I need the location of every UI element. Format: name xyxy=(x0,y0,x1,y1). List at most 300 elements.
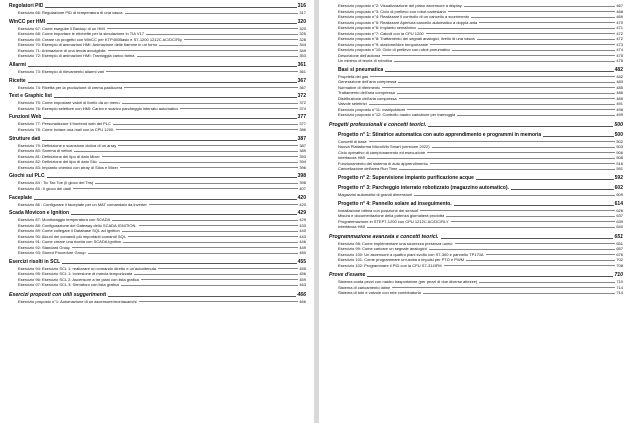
toc-leader-line xyxy=(479,22,615,23)
toc-leader-line xyxy=(455,243,616,244)
toc-leader-line xyxy=(102,156,298,157)
toc-entry-title: Esercizio 80: Somma di vettori xyxy=(18,148,73,154)
toc-leader-line xyxy=(464,6,615,7)
toc-entry-title: Scada Movicon e Ignition xyxy=(9,210,70,217)
toc-leader-line xyxy=(466,260,615,261)
toc-entry-title: Progetto n° 1: Stiratrice automatica con auto apprendimento e programmi in memoria xyxy=(338,131,542,138)
toc-entry-title: Esercizio 69: Creare un progetto con WinCC per KTP400Basic e S7-1200 1212C AC/DC/Rly xyxy=(18,36,182,42)
toc-page-number: 459 xyxy=(299,276,306,282)
toc-leader-line xyxy=(158,268,298,269)
toc-page-number: 474 xyxy=(616,47,623,52)
toc-leader-line xyxy=(122,103,299,104)
toc-entry-title: Progetto n° 4: Pannello solare ad inseguimento. xyxy=(338,200,452,207)
toc-leader-line xyxy=(367,276,613,277)
toc-section-entry[interactable] xyxy=(9,114,306,121)
toc-page-number: 398 xyxy=(297,173,306,180)
toc-exercise-entry[interactable] xyxy=(9,165,306,171)
toc-leader-line xyxy=(477,39,616,40)
toc-exercise-entry[interactable] xyxy=(9,69,306,75)
toc-part-entry[interactable] xyxy=(329,122,623,129)
toc-entry-title: Installazione ottima con posizione dei sensori xyxy=(338,207,419,213)
toc-page-number: 407 xyxy=(299,185,306,191)
toc-exercise-entry[interactable] xyxy=(329,58,623,64)
toc-entry-title: Esercizio 94: Esercizio SCL 1: realizzare un comando diretto e un'autoritenuta xyxy=(18,265,157,271)
toc-page-number: 592 xyxy=(614,175,623,182)
toc-page-number: 708 xyxy=(616,262,623,268)
toc-page-number: 463 xyxy=(299,282,306,288)
toc-leader-line xyxy=(430,163,615,164)
toc-page-number: 502 xyxy=(616,138,623,144)
toc-page-number: 449 xyxy=(299,244,306,250)
toc-page-number: 361 xyxy=(299,68,306,74)
toc-leader-line xyxy=(471,17,615,18)
toc-leader-line xyxy=(71,214,297,215)
toc-leader-line xyxy=(28,82,297,83)
toc-entry-title: Esercizio proposto n°7: Calcoli con la CPU 1200 xyxy=(338,30,424,36)
toc-leader-line xyxy=(116,129,298,130)
toc-exercise-entry[interactable] xyxy=(9,10,306,16)
toc-entry-title: Esercizio 100: Un ascensore a quattro piani svolto con S7-300 e pannello TP170A xyxy=(338,251,484,257)
toc-page-number: 498 xyxy=(616,106,623,112)
toc-section-entry[interactable] xyxy=(9,93,306,100)
toc-leader-line xyxy=(42,140,296,141)
toc-entry-title: Esercizio 85 : Il gioco dei dadi xyxy=(18,185,71,191)
toc-entry-title: Esercizio 67: Come eseguire il Backup di un HMI xyxy=(18,25,105,31)
toc-entry-title: Progetti professionali e concetti teorici. xyxy=(329,121,427,128)
toc-exercise-entry[interactable] xyxy=(329,192,623,198)
toc-page-number: 468 xyxy=(616,8,623,14)
toc-leader-line xyxy=(369,104,616,105)
toc-entry-title: Esercizio 98: Come implementare una sicurezza presenza uomo xyxy=(338,240,453,246)
toc-leader-line xyxy=(141,279,299,280)
toc-leader-line xyxy=(423,293,616,294)
toc-leader-line xyxy=(451,221,616,222)
toc-entry-title: Esercizio 87: Monitoraggio temperatura con SCADA xyxy=(18,217,111,223)
toc-entry-title: Proprietà dei gas xyxy=(338,73,369,79)
toc-page-number: 420 xyxy=(297,194,306,201)
toc-page-number: 651 xyxy=(616,240,623,246)
toc-leader-line xyxy=(398,82,615,83)
toc-entry-title: Esercizio proposto n°1: Automazione di un ascensore/montacarichi xyxy=(18,298,137,304)
toc-leader-line xyxy=(62,263,297,264)
toc-page-number: 466 xyxy=(297,291,306,298)
toc-page-number: 325 xyxy=(299,31,306,37)
toc-entry-title: WinCC per HMI xyxy=(9,18,46,25)
toc-page-number: 377 xyxy=(297,114,306,121)
toc-entry-title: Descrizione dell'automa xyxy=(338,52,381,58)
toc-page-number: 429 xyxy=(297,210,306,217)
toc-page-number: 499 xyxy=(616,112,623,118)
toc-page-number: 482 xyxy=(614,66,623,73)
toc-leader-line xyxy=(394,61,615,62)
toc-page-number: 500 xyxy=(614,121,623,128)
toc-part-entry[interactable] xyxy=(329,234,623,241)
toc-entry-title: Programmazione in STEP7-1200 con CPU 1212C AC/DC/RLY xyxy=(338,218,449,224)
toc-page-number: 714 xyxy=(616,290,623,296)
toc-leader-line xyxy=(99,162,299,163)
toc-entry-title: Progetto n° 3: Parcheggio interrato robotizzato (magazzino automatico). xyxy=(338,185,509,192)
toc-leader-line xyxy=(382,87,615,88)
toc-page-number: 316 xyxy=(297,3,306,9)
toc-page-number: 455 xyxy=(299,265,306,271)
toc-leader-line xyxy=(367,158,615,159)
toc-entry-title: Esercizio 86 : Configurare il faceplate per un MAT comandato da inverter xyxy=(18,201,147,207)
toc-leader-line xyxy=(397,93,615,94)
toc-leader-line xyxy=(429,249,615,250)
toc-entry-title: Esercizio proposto n°12: Controllo nastro caricatore per tramoggia xyxy=(338,112,456,118)
toc-page-number: 472 xyxy=(616,36,623,41)
toc-leader-line xyxy=(134,274,298,275)
toc-leader-line xyxy=(108,296,296,297)
toc-leader-line xyxy=(407,109,615,110)
toc-entry-title: Sistema di caricamento latine xyxy=(338,284,391,290)
toc-entry-title: Esercizio 74: Ricetta per la produzione di crema pasticcera xyxy=(18,84,123,90)
toc-leader-line xyxy=(72,247,298,248)
toc-page-number: 469 xyxy=(616,14,623,19)
toc-leader-line xyxy=(34,199,297,200)
toc-page-number: 446 xyxy=(299,239,306,245)
toc-leader-line xyxy=(54,97,297,98)
toc-leader-line xyxy=(367,227,615,228)
toc-leader-line xyxy=(414,195,615,196)
toc-leader-line xyxy=(120,167,298,168)
toc-leader-line xyxy=(369,141,616,142)
toc-entry-title: Programmazione avanzata e concetti teorici. xyxy=(329,233,439,240)
toc-entry-title: Esercizio 99: Come caricare un segnale analogico xyxy=(338,246,427,252)
toc-exercise-entry[interactable] xyxy=(9,106,306,112)
toc-page-number: 353 xyxy=(299,53,306,59)
toc-subsection-entry[interactable] xyxy=(329,132,623,139)
toc-entry-title: Cancellazione dell'area Run Time xyxy=(338,166,398,172)
toc-page-number: 482 xyxy=(616,73,623,79)
toc-page-number: 626 xyxy=(616,207,623,213)
toc-leader-line xyxy=(45,7,296,8)
toc-page-number: 440 xyxy=(299,228,306,234)
toc-entry-title: Esercizio proposto n°11: manipolatore xyxy=(338,106,406,112)
toc-left-page xyxy=(0,0,314,423)
toc-leader-line xyxy=(420,210,615,211)
toc-leader-line xyxy=(123,242,298,243)
toc-leader-line xyxy=(112,220,298,221)
toc-entry-title: Sistema di tubi e valvole con rete combinatoria xyxy=(338,290,421,296)
toc-entry-title: Progetto n° 2: Supervisione impianto purificazione acque xyxy=(338,175,474,182)
toc-page-number: 389 xyxy=(299,148,306,154)
toc-right-page xyxy=(319,0,632,423)
toc-entry-title: Esercizio 84 : Tic Tac Toe (il gioco del Tris) xyxy=(18,180,94,186)
toc-page-number: 344 xyxy=(299,42,306,48)
toc-entry-title: Esercizio 81: Definizione del tipo di dato Mixer xyxy=(18,153,100,159)
toc-entry-title: Esercizio proposto n°5: Realizzare Apertura cancello automatico a doppia anta xyxy=(338,19,478,25)
toc-leader-line xyxy=(43,118,296,119)
toc-page-number: 372 xyxy=(297,93,306,100)
toc-page-number: 657 xyxy=(616,246,623,252)
toc-leader-line xyxy=(399,98,616,99)
toc-page-number: 377 xyxy=(299,121,306,127)
toc-page-number: 361 xyxy=(297,61,306,68)
toc-leader-line xyxy=(428,126,613,127)
toc-entry-title: Text e Graphic list xyxy=(9,93,52,100)
toc-entry-title: Sistema conta pezzi con nastro trasportatore (per pezzi di due diverse altezze) xyxy=(338,279,478,285)
toc-entry-title: Esercizio 90: Alcuni dei comandi più importanti comandi SQL xyxy=(18,233,126,239)
toc-leader-line xyxy=(454,205,614,206)
toc-entry-title: Esercizio 96: Esercizio SCL 2: Ascensore a tre piani con lista grafica xyxy=(18,276,139,282)
toc-page-number: 609 xyxy=(616,192,623,198)
toc-leader-line xyxy=(74,151,298,152)
toc-leader-line xyxy=(113,124,298,125)
toc-page-number: 702 xyxy=(616,257,623,263)
toc-entry-title: Esercizio proposto n°2: Visualizzazione del piano ascensore a display. xyxy=(338,3,463,8)
toc-entry-title: Regolatori PID xyxy=(9,3,44,9)
toc-page-number: 516 xyxy=(616,160,623,166)
toc-page-number: 320 xyxy=(297,18,306,25)
toc-section-entry[interactable] xyxy=(9,210,306,217)
toc-entry-title: Esercizio 71: Animazione di una tenda avvolgibile xyxy=(18,47,106,53)
toc-page-number: 710 xyxy=(616,279,623,285)
toc-entry-title: Strutture dati xyxy=(9,135,41,142)
toc-page-number: 429 xyxy=(299,217,306,223)
toc-exercise-entry[interactable] xyxy=(9,282,306,288)
toc-leader-line xyxy=(159,45,298,46)
toc-leader-line xyxy=(122,231,299,232)
toc-leader-line xyxy=(430,44,615,45)
toc-entry-title: Esercizio 95: Esercizio SCL 1: Inversione di marcia temporizzata xyxy=(18,271,133,277)
toc-leader-line xyxy=(95,183,298,184)
toc-subsection-entry[interactable] xyxy=(329,67,623,74)
toc-section-entry[interactable] xyxy=(9,136,306,143)
toc-page-number: 473 xyxy=(616,41,623,47)
toc-page-number: 602 xyxy=(614,185,623,192)
toc-entry-title: Esercizio 92: Standard Group xyxy=(18,244,71,250)
toc-page-number: 614 xyxy=(614,200,623,207)
toc-section-entry[interactable] xyxy=(9,3,306,10)
toc-section-entry[interactable] xyxy=(9,259,306,266)
toc-leader-line xyxy=(444,265,616,266)
toc-section-entry[interactable] xyxy=(9,195,306,202)
toc-section-entry[interactable] xyxy=(9,62,306,69)
toc-leader-line xyxy=(486,254,616,255)
toc-entry-title: Esercizio 66: Regolazione PID di temperatura di una vasca xyxy=(18,10,123,15)
toc-entry-title: Generazione dell'aria compressa xyxy=(338,79,397,85)
toc-subsection-entry[interactable] xyxy=(329,201,623,208)
toc-entry-title: Funzionamento del sistema di auto apprendimento xyxy=(338,160,428,166)
toc-leader-line xyxy=(543,136,614,137)
toc-exercise-entry[interactable] xyxy=(329,290,623,296)
toc-subsection-entry[interactable] xyxy=(329,185,623,192)
toc-entry-title: Esercizio 82: Definizione del tipo di dato Silo xyxy=(18,159,97,165)
toc-page-number: 367 xyxy=(297,77,306,84)
toc-leader-line xyxy=(73,188,298,189)
toc-entry-title: Esercizio 101: Come programmare un'uscita a impulsi per PTO e PWM xyxy=(338,257,465,263)
toc-leader-line xyxy=(107,28,299,29)
toc-page-number: 433 xyxy=(299,222,306,228)
toc-page-number: 651 xyxy=(614,233,623,240)
toc-page-number: 472 xyxy=(616,30,623,36)
toc-page-number: 485 xyxy=(616,84,623,90)
toc-part-entry[interactable] xyxy=(9,292,306,299)
toc-entry-title: Interfaccia HMI xyxy=(338,155,365,161)
toc-leader-line xyxy=(125,13,299,14)
toc-page-number: 450 xyxy=(299,250,306,256)
toc-page-number: 387 xyxy=(299,142,306,148)
toc-exercise-entry[interactable] xyxy=(329,263,623,269)
toc-leader-line xyxy=(180,108,298,109)
toc-page-number: 714 xyxy=(616,284,623,290)
toc-leader-line xyxy=(28,66,297,67)
toc-page-number: 470 xyxy=(616,19,623,25)
toc-page-number: 486 xyxy=(616,90,623,96)
toc-page-number: 639 xyxy=(616,218,623,224)
toc-page-number: 591 xyxy=(616,166,623,172)
toc-entry-title: Normative di riferimento xyxy=(338,84,381,90)
toc-entry-title: Funzioni Web xyxy=(9,114,42,121)
toc-entry-title: Esercizio 73: Esempio di rilevamento allarmi vari xyxy=(18,68,105,74)
toc-leader-line xyxy=(124,87,298,88)
toc-entry-title: Esercizio 68: Come importare le etichette per la simulazione in TIA V17 xyxy=(18,31,144,37)
toc-leader-line xyxy=(149,204,299,205)
toc-entry-title: Distribuzione dell'aria compressa xyxy=(338,95,397,101)
toc-page-number: 637 xyxy=(616,213,623,219)
toc-entry-title: Esercizio proposto n°3: Ciclo di prelievo con robot cartesiano xyxy=(338,8,446,14)
toc-exercise-entry[interactable] xyxy=(9,202,306,208)
toc-leader-line xyxy=(452,50,615,51)
toc-entry-title: Esercizio 76: Esempio selettore con HMI: Carico e scarico parcheggio interrato automatico xyxy=(18,105,179,111)
toc-entry-title: Un minimo di teoria di robotica xyxy=(338,58,393,63)
toc-entry-title: Esercizi proposti con utili suggerimenti xyxy=(9,291,107,298)
toc-entry-title: Esercizio proposto n°8: Trattamento dei segnali analogici, livello di una vasca xyxy=(338,36,475,41)
toc-entry-title: Esercizio 83: Impianto chimico con array di Silos e Mixer xyxy=(18,164,119,170)
toc-entry-title: Esercizio proposto n°9: stazione/idee temporizzate xyxy=(338,41,428,47)
toc-page-number: 420 xyxy=(299,201,306,207)
toc-entry-title: Esercizio 91: Come creare una ricetta con SCADA Ignition xyxy=(18,239,122,245)
toc-entry-title: Esercizio 93: Stored Procedure Group xyxy=(18,250,86,256)
toc-section-entry[interactable] xyxy=(9,173,306,180)
toc-page-number: 710 xyxy=(614,272,623,279)
toc-page-number: 443 xyxy=(299,233,306,239)
toc-page-number: 489 xyxy=(616,95,623,101)
toc-entry-title: Esercizi risolti in SCL xyxy=(9,258,61,265)
toc-entry-title: Concetti di base xyxy=(338,138,367,144)
toc-entry-title: Esercizio 79: Definizione e scansione ciclica di un array xyxy=(18,142,117,148)
toc-section-entry[interactable] xyxy=(9,19,306,26)
toc-leader-line xyxy=(457,115,615,116)
toc-entry-title: Esercizio 75: Come impostare valori di livello da un menu xyxy=(18,100,120,106)
toc-entry-title: Faceplate xyxy=(9,194,33,201)
toc-page-number: 467 xyxy=(616,3,623,8)
toc-entry-title: Valvole selettrici xyxy=(338,101,367,107)
toc-entry-title: Esercizio 89: Come collegare il Database SQL ad Ignition xyxy=(18,228,120,234)
toc-page-number: 503 xyxy=(616,144,623,150)
toc-entry-title: Esercizio 77: Personalizzare il frontend web del PLC xyxy=(18,121,111,127)
toc-page-number: 393 xyxy=(299,153,306,159)
toc-leader-line xyxy=(106,71,298,72)
toc-leader-line xyxy=(88,253,299,254)
toc-exercise-entry[interactable] xyxy=(329,112,623,118)
toc-page-number: 676 xyxy=(616,251,623,257)
toc-leader-line xyxy=(121,285,299,286)
toc-leader-line xyxy=(426,33,616,34)
toc-entry-title: Esercizio proposto n°6: Impianto semaforico xyxy=(338,25,417,30)
toc-leader-line xyxy=(441,238,614,239)
toc-exercise-entry[interactable] xyxy=(9,127,306,133)
toc-page-number: 471 xyxy=(616,25,623,30)
toc-page-number: 475 xyxy=(616,52,623,58)
toc-leader-line xyxy=(118,145,298,146)
toc-page-number: 372 xyxy=(299,100,306,106)
toc-section-entry[interactable] xyxy=(9,78,306,85)
toc-leader-line xyxy=(108,50,299,51)
toc-entry-title: Esercizio 70: Esempio di animazioni HMI: Animazione delle fiamme in un forno xyxy=(18,42,158,48)
toc-leader-line xyxy=(137,56,299,57)
toc-leader-line xyxy=(370,76,615,77)
toc-entry-title: Ciclo operativo di campionamento ed esecuzione xyxy=(338,149,426,155)
toc-leader-line xyxy=(139,301,299,302)
toc-page-number: 386 xyxy=(299,126,306,132)
toc-exercise-entry[interactable] xyxy=(9,85,306,91)
toc-entry-title: Esercizio 97: Esercizio SCL 3: Semaforo con lista grafica xyxy=(18,282,119,288)
toc-leader-line xyxy=(184,39,298,40)
toc-entry-title: Misura e documentazione della potenza giornaliera prodotta xyxy=(338,213,445,219)
toc-page-number: 508 xyxy=(616,155,623,161)
toc-exercise-entry[interactable] xyxy=(329,224,623,230)
toc-entry-title: Magazzini automatici di grandi dimensioni xyxy=(338,192,413,198)
toc-leader-line xyxy=(146,34,298,35)
toc-page-number: 455 xyxy=(297,258,306,265)
toc-page-number: 456 xyxy=(299,271,306,277)
toc-exercise-entry[interactable] xyxy=(329,166,623,172)
toc-leader-line xyxy=(427,152,615,153)
toc-page-number: 317 xyxy=(299,10,306,15)
toc-leader-line xyxy=(47,23,297,24)
toc-entry-title: Nuova Piattaforma MicroWin Smart (versione 2022) xyxy=(338,144,430,150)
toc-page-number: 475 xyxy=(616,58,623,63)
toc-entry-title: Basi si pneumatica xyxy=(338,66,384,73)
toc-page-number: 349 xyxy=(299,47,306,53)
toc-exercise-entry[interactable] xyxy=(9,250,306,256)
toc-leader-line xyxy=(128,236,298,237)
toc-entry-title: Giochi sul PLC xyxy=(9,173,45,180)
toc-leader-line xyxy=(382,55,615,56)
toc-leader-line xyxy=(432,147,616,148)
toc-page-number: 640 xyxy=(616,224,623,230)
toc-page-number: 374 xyxy=(299,105,306,111)
toc-leader-line xyxy=(511,189,614,190)
toc-page-number: 396 xyxy=(299,164,306,170)
toc-entry-title: Allarmi xyxy=(9,61,26,68)
toc-page-number: 506 xyxy=(616,149,623,155)
toc-entry-title: Trattamento dell'aria compressa xyxy=(338,90,395,96)
toc-entry-title: Interfaccia HMI xyxy=(338,224,365,230)
toc-entry-title: Esercizio 88: Configurazione del Gateway dello SCADA IGNITION. xyxy=(18,222,137,228)
toc-entry-title: Esercizio 102: Programmare il PID con la CPU S7-314IFM xyxy=(338,262,442,268)
toc-part-entry[interactable] xyxy=(329,272,623,279)
toc-leader-line xyxy=(139,225,299,226)
toc-leader-line xyxy=(399,169,615,170)
toc-leader-line xyxy=(448,11,615,12)
toc-page-number: 328 xyxy=(299,36,306,42)
toc-entry-title: Esercizio 72: Esempio di animazioni HMI: Tramoggia carico farina xyxy=(18,53,135,59)
toc-subsection-entry[interactable] xyxy=(329,175,623,182)
toc-page-number: 398 xyxy=(299,180,306,186)
toc-page-number: 491 xyxy=(616,101,623,107)
toc-page-number: 500 xyxy=(614,131,623,138)
toc-entry-title: Esercizio proposto n°4: Realizzare il controllo di un cancello a scorrimento xyxy=(338,14,470,19)
toc-page-number: 367 xyxy=(299,84,306,90)
toc-entry-title: Esercizio 78: Come inviare una mail con la CPU 1200. xyxy=(18,126,115,132)
toc-leader-line xyxy=(418,28,615,29)
toc-exercise-entry[interactable] xyxy=(9,186,306,192)
toc-exercise-entry[interactable] xyxy=(9,299,306,305)
toc-exercise-entry[interactable] xyxy=(9,53,306,59)
